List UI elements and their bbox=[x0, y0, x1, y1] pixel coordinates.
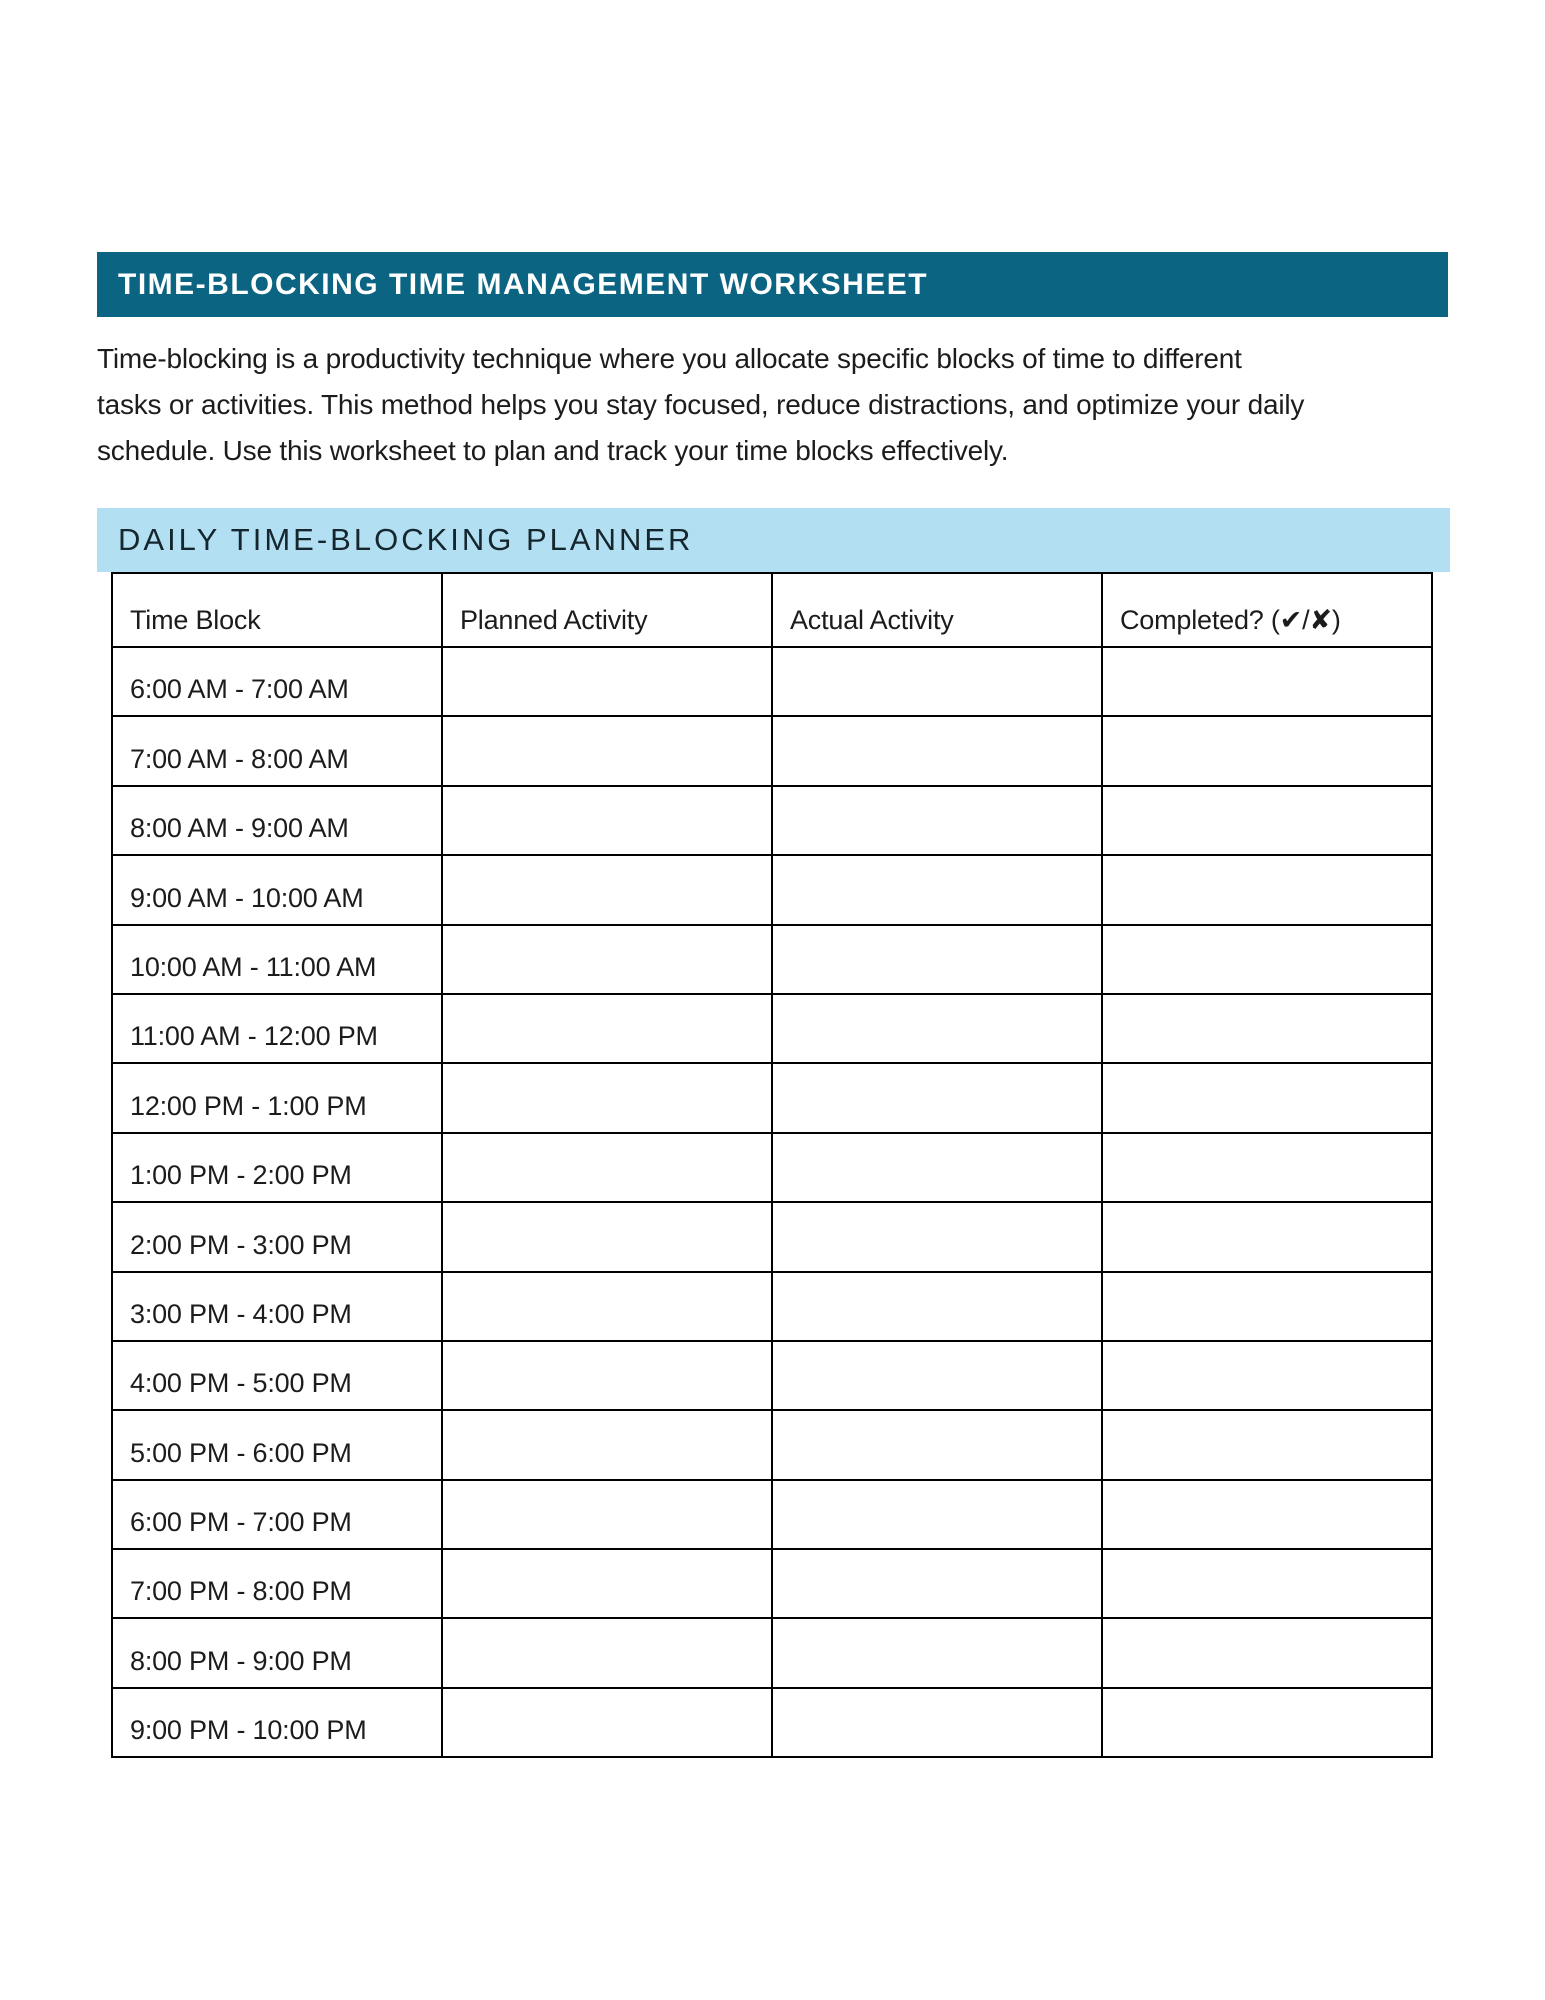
intro-line: schedule. Use this worksheet to plan and track your time blocks effectively. bbox=[97, 435, 1009, 466]
planned-activity-cell[interactable] bbox=[442, 716, 772, 785]
page-title: TIME-BLOCKING TIME MANAGEMENT WORKSHEET bbox=[118, 267, 929, 301]
planned-activity-cell[interactable] bbox=[442, 1341, 772, 1410]
completed-cell[interactable] bbox=[1102, 1202, 1432, 1271]
table-row bbox=[112, 1410, 1432, 1479]
actual-activity-cell[interactable] bbox=[772, 716, 1102, 785]
actual-activity-cell[interactable] bbox=[772, 1063, 1102, 1132]
time-block-cell: 8:00 AM - 9:00 AM bbox=[112, 786, 442, 855]
actual-activity-cell[interactable] bbox=[772, 1341, 1102, 1410]
completed-cell[interactable] bbox=[1102, 647, 1432, 716]
actual-activity-cell[interactable] bbox=[772, 994, 1102, 1063]
actual-activity-cell[interactable] bbox=[772, 1202, 1102, 1271]
completed-cell[interactable] bbox=[1102, 994, 1432, 1063]
planned-activity-cell[interactable] bbox=[442, 1272, 772, 1341]
actual-activity-cell[interactable] bbox=[772, 647, 1102, 716]
planned-activity-cell[interactable] bbox=[442, 1410, 772, 1479]
section-title: DAILY TIME-BLOCKING PLANNER bbox=[118, 522, 694, 557]
planned-activity-cell[interactable] bbox=[442, 855, 772, 924]
time-block-cell: 10:00 AM - 11:00 AM bbox=[112, 925, 442, 994]
section-bar bbox=[97, 508, 1450, 572]
completed-cell[interactable] bbox=[1102, 1341, 1432, 1410]
actual-activity-cell[interactable] bbox=[772, 1549, 1102, 1618]
completed-cell[interactable] bbox=[1102, 1618, 1432, 1687]
table-row bbox=[112, 994, 1432, 1063]
completed-cell[interactable] bbox=[1102, 1688, 1432, 1757]
time-block-cell: 9:00 PM - 10:00 PM bbox=[112, 1688, 442, 1757]
actual-activity-cell[interactable] bbox=[772, 786, 1102, 855]
time-block-cell: 9:00 AM - 10:00 AM bbox=[112, 855, 442, 924]
actual-activity-cell[interactable] bbox=[772, 1272, 1102, 1341]
completed-cell[interactable] bbox=[1102, 786, 1432, 855]
completed-cell[interactable] bbox=[1102, 855, 1432, 924]
intro-line: tasks or activities. This method helps you stay focused, reduce distractions, and optimize your daily bbox=[97, 389, 1305, 420]
time-block-cell: 5:00 PM - 6:00 PM bbox=[112, 1410, 442, 1479]
planned-activity-cell[interactable] bbox=[442, 1549, 772, 1618]
time-block-cell: 6:00 AM - 7:00 AM bbox=[112, 647, 442, 716]
header-time-block: Time Block bbox=[112, 573, 442, 647]
table-row bbox=[112, 716, 1432, 785]
planned-activity-cell[interactable] bbox=[442, 1480, 772, 1549]
planner-table-header bbox=[112, 573, 1432, 647]
planner-table bbox=[111, 572, 1433, 1758]
time-block-cell: 12:00 PM - 1:00 PM bbox=[112, 1063, 442, 1132]
table-row bbox=[112, 1688, 1432, 1757]
planned-activity-cell[interactable] bbox=[442, 1133, 772, 1202]
planned-activity-cell[interactable] bbox=[442, 925, 772, 994]
planned-activity-cell[interactable] bbox=[442, 1202, 772, 1271]
intro-paragraph bbox=[97, 336, 1497, 474]
table-row bbox=[112, 1618, 1432, 1687]
completed-cell[interactable] bbox=[1102, 1272, 1432, 1341]
time-block-cell: 4:00 PM - 5:00 PM bbox=[112, 1341, 442, 1410]
planned-activity-cell[interactable] bbox=[442, 647, 772, 716]
table-row bbox=[112, 855, 1432, 924]
completed-cell[interactable] bbox=[1102, 1549, 1432, 1618]
completed-cell[interactable] bbox=[1102, 1410, 1432, 1479]
actual-activity-cell[interactable] bbox=[772, 1133, 1102, 1202]
planned-activity-cell[interactable] bbox=[442, 1688, 772, 1757]
time-block-cell: 1:00 PM - 2:00 PM bbox=[112, 1133, 442, 1202]
table-row bbox=[112, 1063, 1432, 1132]
header-planned-activity: Planned Activity bbox=[442, 573, 772, 647]
header-actual-activity: Actual Activity bbox=[772, 573, 1102, 647]
completed-cell[interactable] bbox=[1102, 925, 1432, 994]
header-row bbox=[112, 573, 1432, 647]
planned-activity-cell[interactable] bbox=[442, 786, 772, 855]
completed-cell[interactable] bbox=[1102, 1063, 1432, 1132]
actual-activity-cell[interactable] bbox=[772, 855, 1102, 924]
table-row bbox=[112, 1272, 1432, 1341]
time-block-cell: 11:00 AM - 12:00 PM bbox=[112, 994, 442, 1063]
intro-line: Time-blocking is a productivity technique where you allocate specific blocks of time to different bbox=[97, 343, 1242, 374]
table-row bbox=[112, 1133, 1432, 1202]
completed-cell[interactable] bbox=[1102, 716, 1432, 785]
table-row bbox=[112, 925, 1432, 994]
table-row bbox=[112, 1480, 1432, 1549]
actual-activity-cell[interactable] bbox=[772, 1618, 1102, 1687]
planned-activity-cell[interactable] bbox=[442, 1618, 772, 1687]
table-row bbox=[112, 786, 1432, 855]
time-block-cell: 6:00 PM - 7:00 PM bbox=[112, 1480, 442, 1549]
table-row bbox=[112, 1341, 1432, 1410]
table-row bbox=[112, 1202, 1432, 1271]
header-completed: Completed? (✔/✘) bbox=[1102, 573, 1432, 647]
planner-table-body bbox=[112, 647, 1432, 1757]
actual-activity-cell[interactable] bbox=[772, 1688, 1102, 1757]
planned-activity-cell[interactable] bbox=[442, 1063, 772, 1132]
title-bar bbox=[97, 252, 1448, 317]
table-row bbox=[112, 1549, 1432, 1618]
completed-cell[interactable] bbox=[1102, 1480, 1432, 1549]
completed-cell[interactable] bbox=[1102, 1133, 1432, 1202]
time-block-cell: 3:00 PM - 4:00 PM bbox=[112, 1272, 442, 1341]
actual-activity-cell[interactable] bbox=[772, 1410, 1102, 1479]
time-block-cell: 8:00 PM - 9:00 PM bbox=[112, 1618, 442, 1687]
time-block-cell: 7:00 PM - 8:00 PM bbox=[112, 1549, 442, 1618]
actual-activity-cell[interactable] bbox=[772, 925, 1102, 994]
table-row bbox=[112, 647, 1432, 716]
actual-activity-cell[interactable] bbox=[772, 1480, 1102, 1549]
planned-activity-cell[interactable] bbox=[442, 994, 772, 1063]
time-block-cell: 7:00 AM - 8:00 AM bbox=[112, 716, 442, 785]
time-block-cell: 2:00 PM - 3:00 PM bbox=[112, 1202, 442, 1271]
